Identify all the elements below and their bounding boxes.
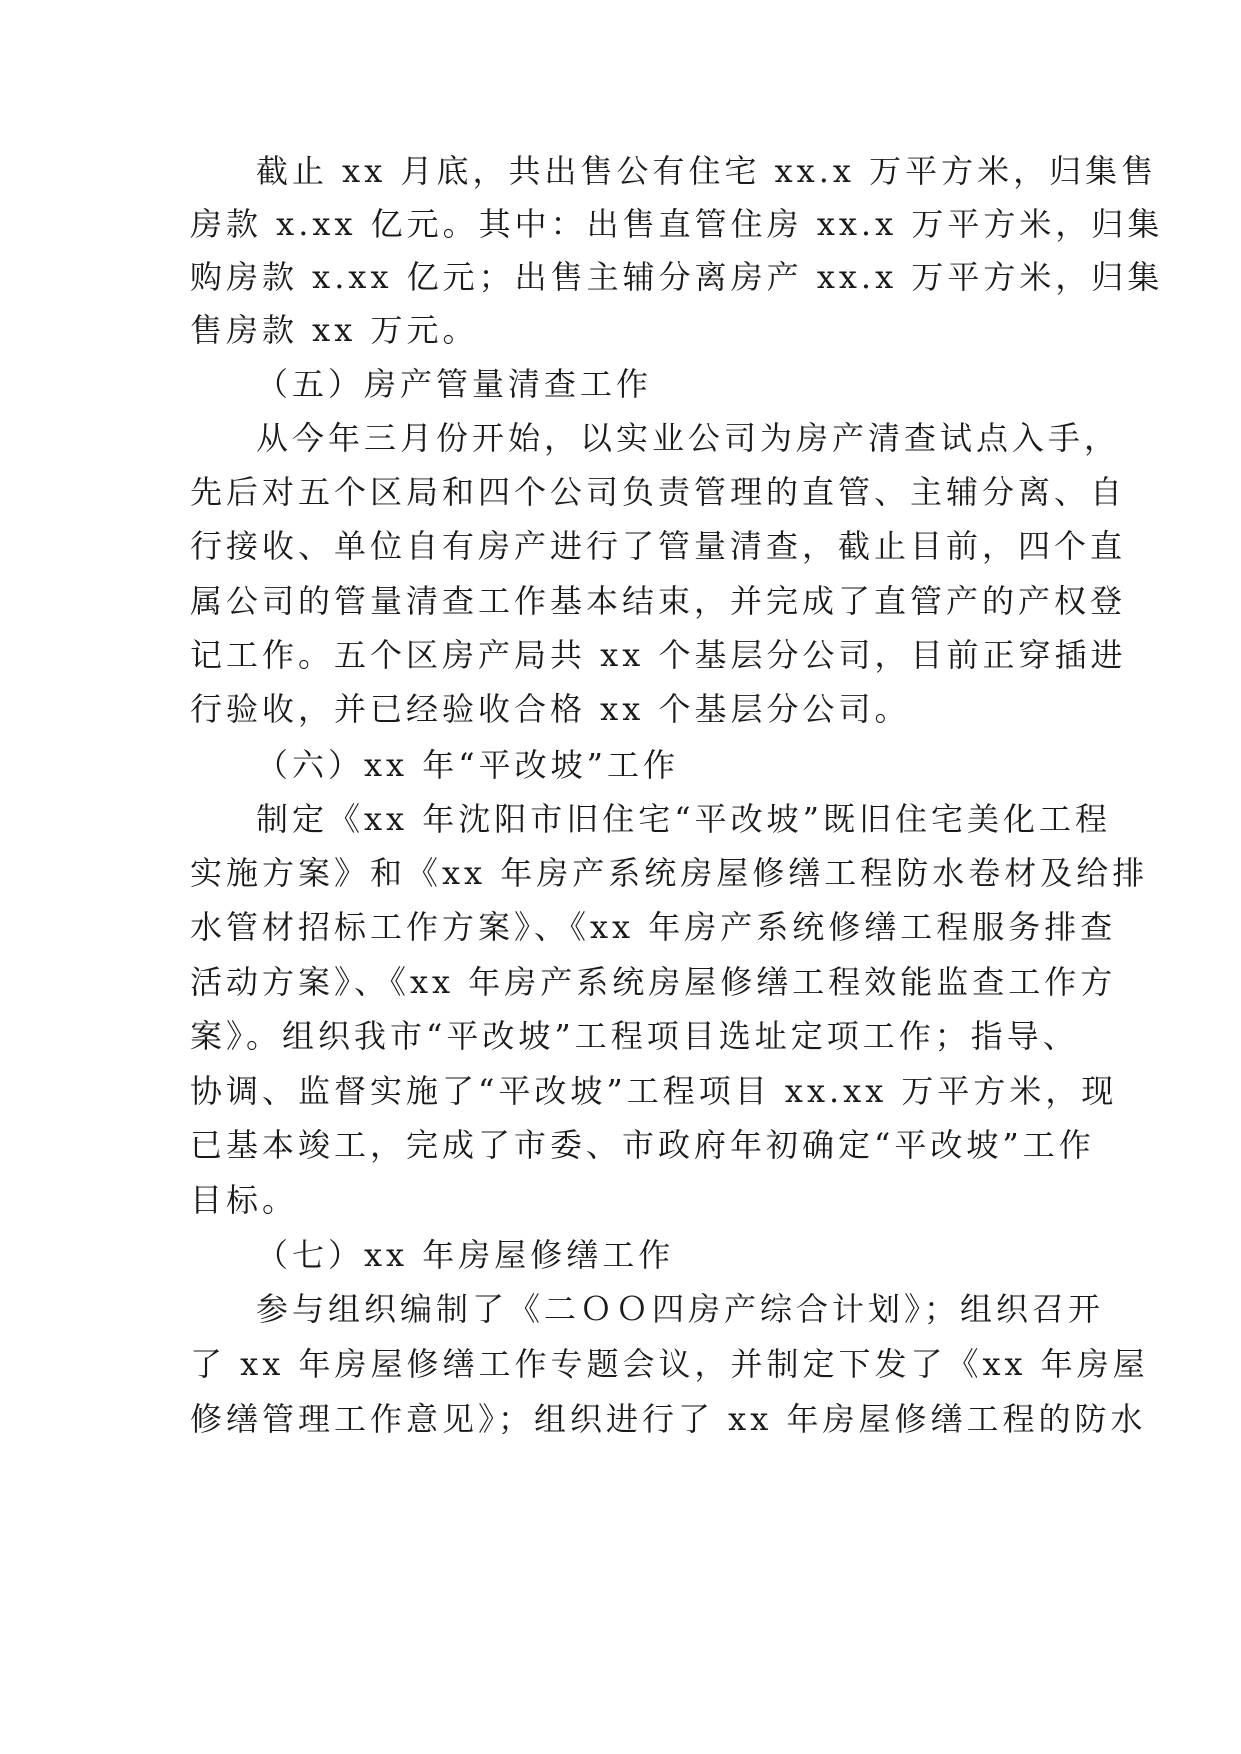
section-heading: （五）房产管量清查工作 — [256, 365, 653, 403]
section-heading: （六）xx 年“平改坡”工作 — [256, 746, 679, 784]
paragraph-line: 购房款 x.xx 亿元；出售主辅分离房产 xx.x 万平方米，归集 — [190, 258, 1164, 296]
paragraph-line: 参与组织编制了《二ＯＯ四房产综合计划》；组织召开 — [256, 1290, 1105, 1328]
paragraph-line: 先后对五个区局和四个公司负责管理的直管、主辅分离、自 — [190, 473, 1127, 511]
paragraph-line: 实施方案》和《xx 年房产系统房屋修缮工程防水卷材及给排 — [190, 854, 1149, 892]
paragraph-line: 水管材招标工作方案》、《xx 年房产系统修缮工程服务排查 — [190, 908, 1117, 946]
section-heading: （七）xx 年房屋修缮工作 — [256, 1236, 675, 1274]
paragraph-line: 案》。组织我市“平改坡”工程项目选址定项工作；指导、 — [190, 1017, 1079, 1055]
paragraph-line: 行验收，并已经验收合格 xx 个基层分公司。 — [190, 690, 911, 728]
paragraph-line: 行接收、单位自有房产进行了管量清查，截止目前，四个直 — [190, 527, 1127, 565]
paragraph-line: 活动方案》、《xx 年房产系统房屋修缮工程效能监查工作方 — [190, 963, 1117, 1001]
paragraph-line: 属公司的管量清查工作基本结束，并完成了直管产的产权登 — [190, 582, 1127, 620]
paragraph-line: 目标。 — [190, 1181, 299, 1219]
paragraph-line: 售房款 xx 万元。 — [190, 311, 479, 349]
paragraph-line: 从今年三月份开始，以实业公司为房产清查试点入手， — [256, 419, 1121, 457]
paragraph-line: 截止 xx 月底，共出售公有住宅 xx.x 万平方米，归集售 — [256, 152, 1158, 190]
paragraph-line: 记工作。五个区房产局共 xx 个基层分公司，目前正穿插进 — [190, 636, 1127, 674]
paragraph-line: 修缮管理工作意见》；组织进行了 xx 年房屋修缮工程的防水 — [190, 1400, 1147, 1438]
paragraph-line: 了 xx 年房屋修缮工作专题会议，并制定下发了《xx 年房屋 — [190, 1345, 1149, 1383]
paragraph-line: 房款 x.xx 亿元。其中：出售直管住房 xx.x 万平方米，归集 — [190, 205, 1164, 243]
paragraph-line: 制定《xx 年沈阳市旧住宅“平改坡”既旧住宅美化工程 — [256, 800, 1111, 838]
paragraph-line: 已基本竣工，完成了市委、市政府年初确定“平改坡”工作 — [190, 1126, 1095, 1164]
paragraph-line: 协调、监督实施了“平改坡”工程项目 xx.xx 万平方米，现 — [190, 1072, 1118, 1110]
